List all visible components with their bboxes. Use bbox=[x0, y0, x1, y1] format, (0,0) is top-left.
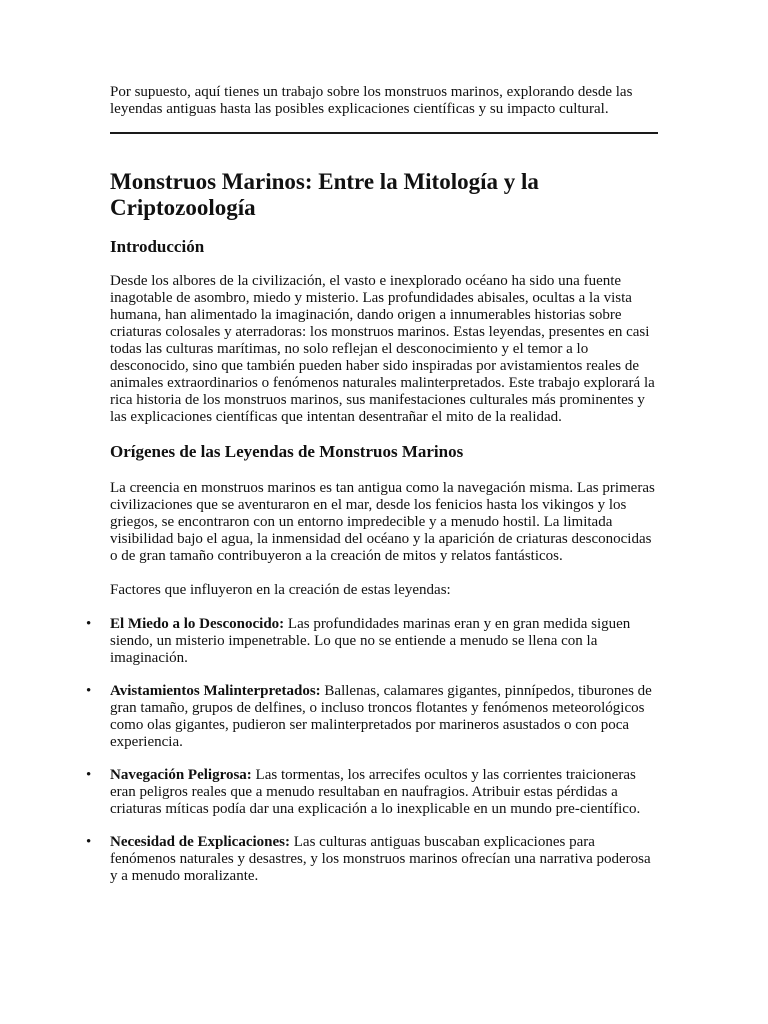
list-item-text: Las profundidades marinas eran y en gran medida siguen siendo, un misterio impenetrable. Lo que no se entiende a menudo se llena con la imaginación. bbox=[110, 616, 631, 666]
document-title: Monstruos Marinos: Entre la Mitología y la Criptozoología bbox=[110, 169, 539, 220]
list-item bbox=[86, 834, 658, 885]
factors-intro-paragraph: Factores que influyeron en la creación de estas leyendas: bbox=[110, 582, 451, 598]
bullet-icon: • bbox=[86, 767, 92, 783]
list-item bbox=[86, 616, 658, 667]
list-item-term: Navegación Peligrosa: bbox=[110, 767, 252, 783]
list-item bbox=[86, 767, 658, 818]
list-item-text: Ballenas, calamares gigantes, pinnípedos, tiburones de gran tamaño, grupos de delfines, o incluso troncos flotantes y fenómenos meteorológicos como olas gigantes, pudieron ser malinterpretados por marineros asustados o con poca experiencia. bbox=[110, 683, 652, 750]
list-item-term: Necesidad de Explicaciones: bbox=[110, 834, 290, 850]
bullet-icon: • bbox=[86, 834, 92, 850]
origins-heading: Orígenes de las Leyendas de Monstruos Marinos bbox=[110, 442, 464, 461]
document-page bbox=[86, 84, 658, 901]
horizontal-divider bbox=[110, 132, 658, 134]
origins-paragraph: La creencia en monstruos marinos es tan antigua como la navegación misma. Las primeras civilizaciones que se aventuraron en el mar, desde los fenicios hasta los vikingos y los griegos, se encontraron con un entorno impredecible y a menudo hostil. La limitada visibilidad bajo el agua, la inmensidad del océano y la aparición de criaturas desconocidas o de gran tamaño contribuyeron a la creación de mitos y relatos fantásticos. bbox=[110, 480, 655, 564]
list-item-term: Avistamientos Malinterpretados: bbox=[110, 683, 321, 699]
factors-list bbox=[86, 616, 658, 885]
list-item-text: Las culturas antiguas buscaban explicaciones para fenómenos naturales y desastres, y los monstruos marinos ofrecían una narrativa poderosa y a menudo moralizante. bbox=[110, 834, 651, 884]
bullet-icon: • bbox=[86, 616, 92, 632]
list-item-term: El Miedo a lo Desconocido: bbox=[110, 616, 285, 632]
introduction-paragraph: Desde los albores de la civilización, el vasto e inexplorado océano ha sido una fuente inagotable de asombro, miedo y misterio. Las profundidades abisales, ocultas a la vista humana, han alimentado la imaginación, dando origen a innumerables historias sobre criaturas colosales y aterradoras: los monstruos marinos. Estas leyendas, presentes en casi todas las culturas marítimas, no solo reflejan el desconocimiento y el temor a lo desconocido, sino que también pueden haber sido inspiradas por avistamientos reales de animales extraordinarios o fenómenos naturales malinterpretados. Este trabajo explorará la rica historia de los monstruos marinos, sus manifestaciones culturales más prominentes y las explicaciones científicas que intentan desentrañar el mito de la realidad. bbox=[110, 273, 655, 425]
introduction-heading: Introducción bbox=[110, 237, 205, 256]
bullet-icon: • bbox=[86, 683, 92, 699]
preamble-text: Por supuesto, aquí tienes un trabajo sobre los monstruos marinos, explorando desde las leyendas antiguas hasta las posibles explicaciones científicas y su impacto cultural. bbox=[110, 84, 633, 117]
list-item-text: Las tormentas, los arrecifes ocultos y las corrientes traicioneras eran peligros reales que a menudo resultaban en naufragios. Atribuir estas pérdidas a criaturas míticas podía dar una explicación a lo inexplicable en un mundo pre-científico. bbox=[110, 767, 641, 817]
list-item bbox=[86, 683, 658, 751]
